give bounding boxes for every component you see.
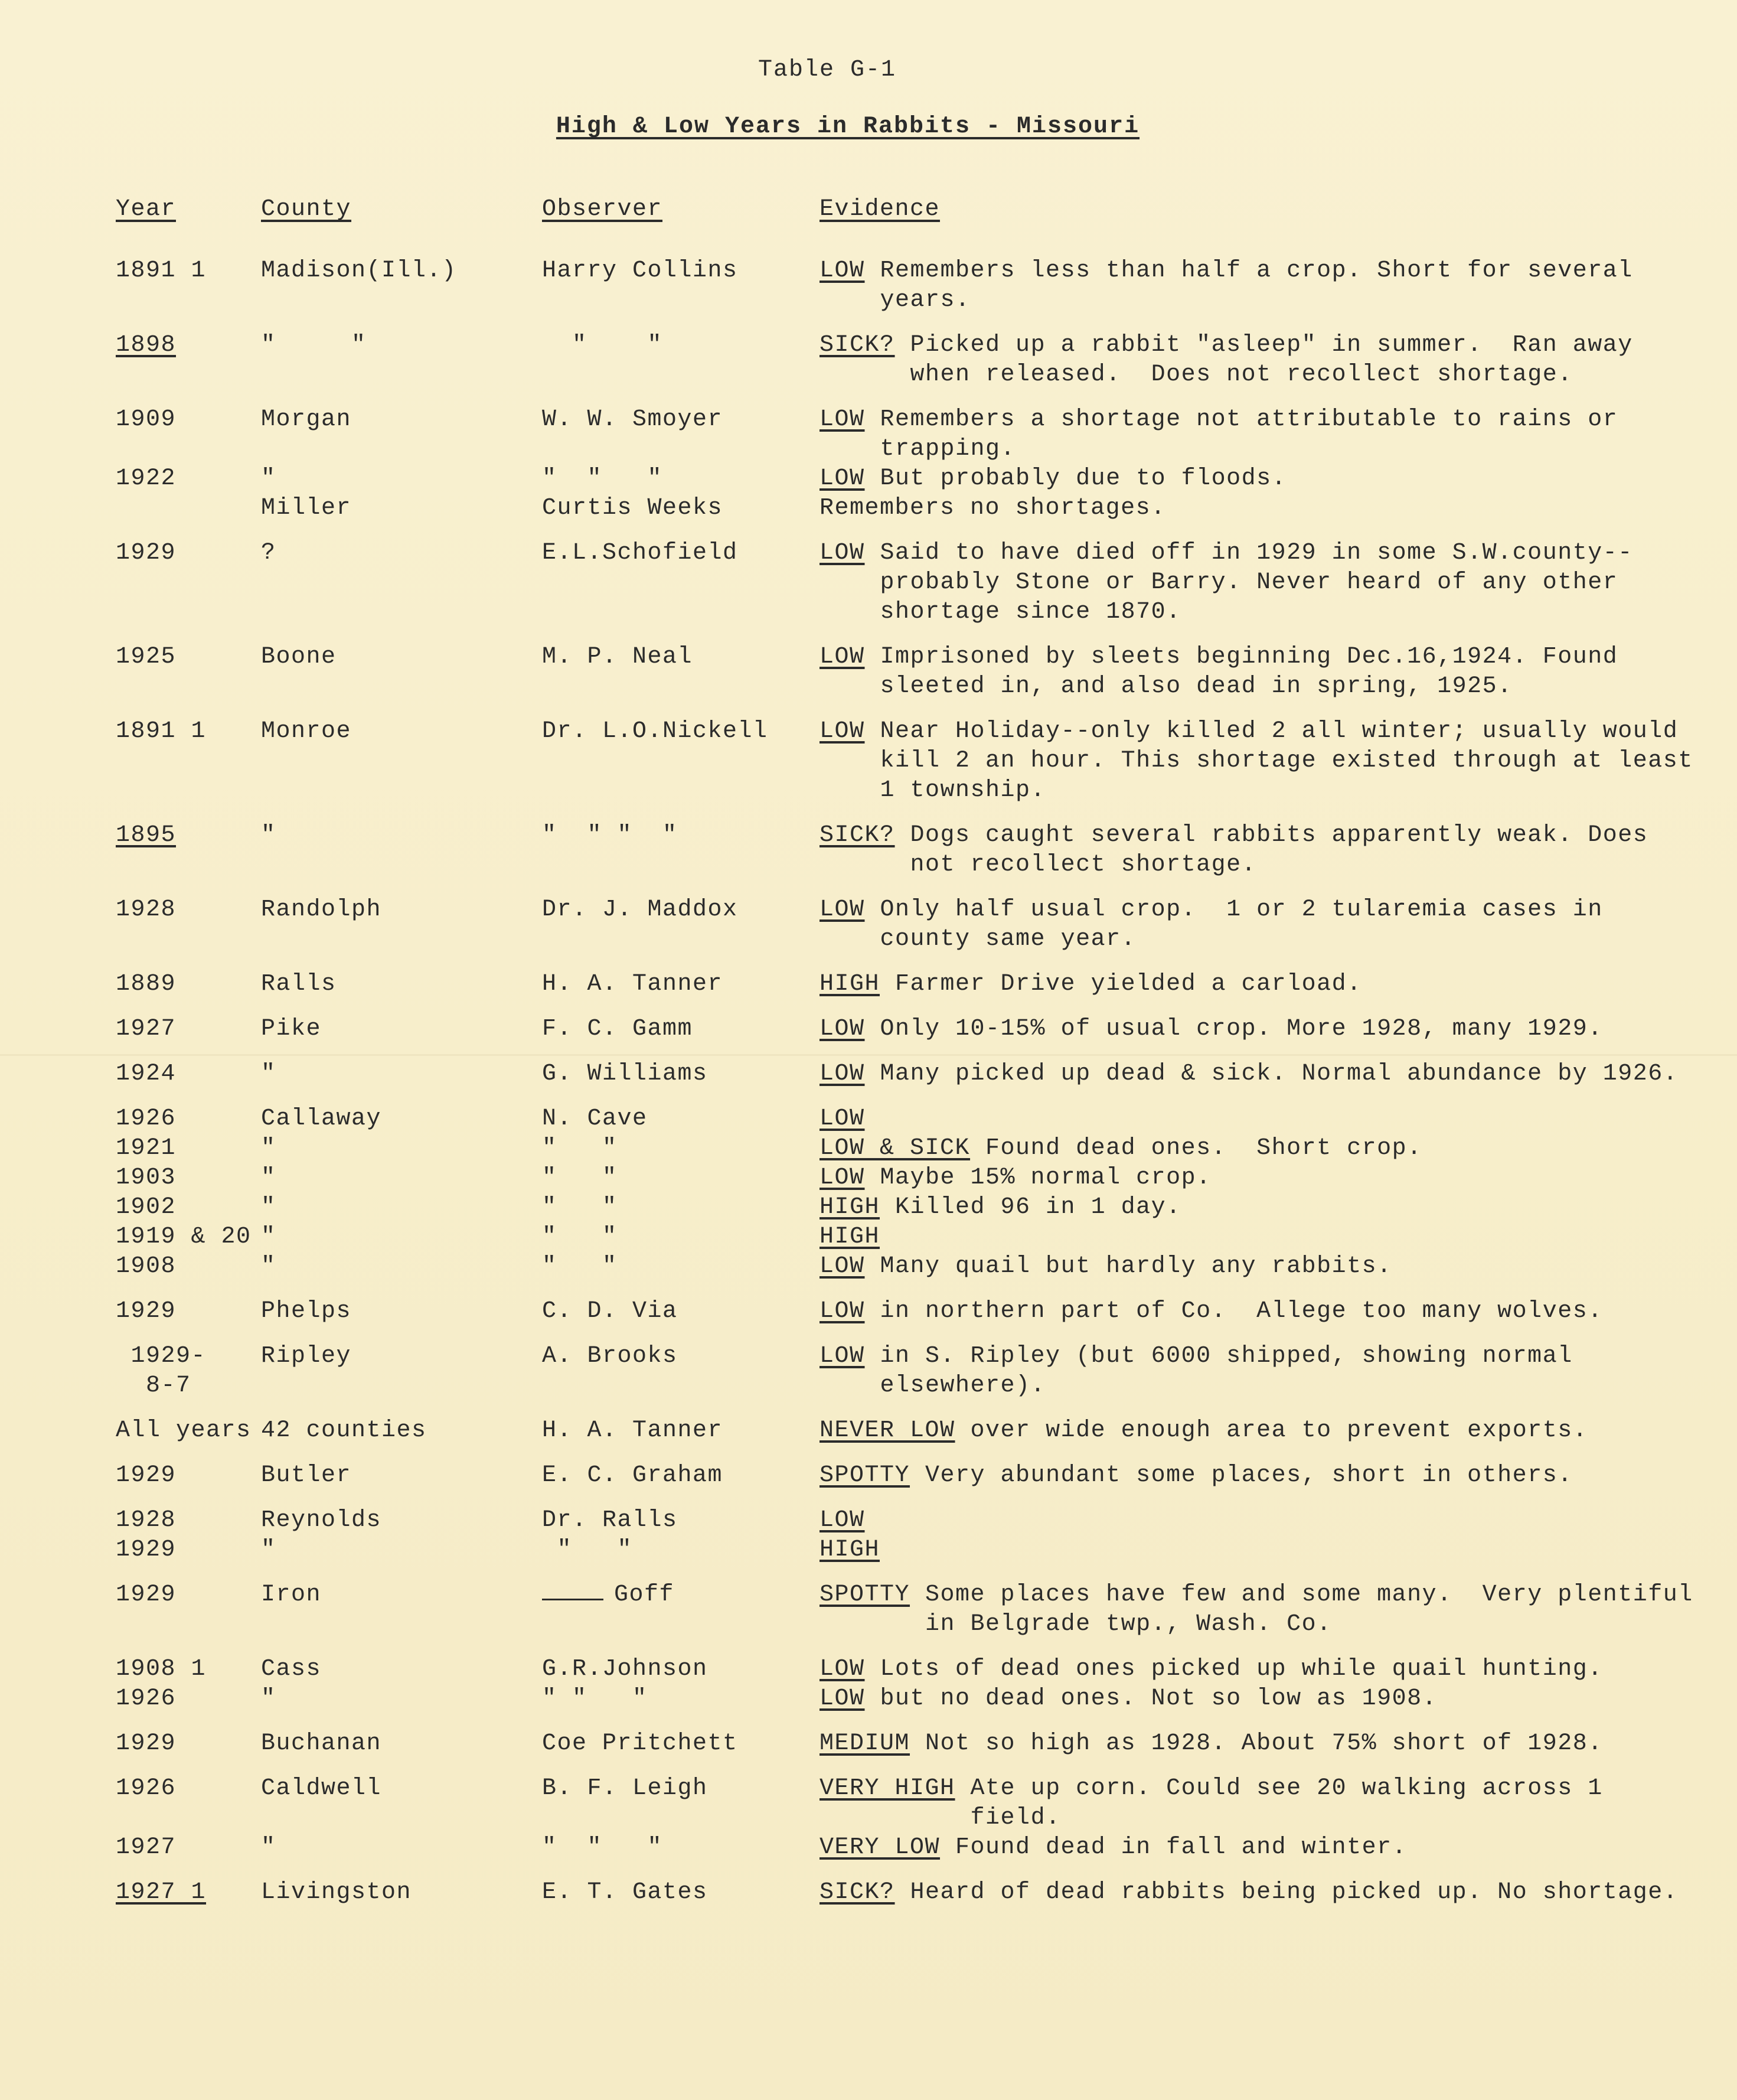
evidence-cell bbox=[819, 1535, 1704, 1565]
observer-name: W. W. Smoyer bbox=[542, 406, 723, 433]
evidence-text: Remembers less than half a crop. Short for several years. bbox=[880, 257, 1648, 314]
evidence-text: in northern part of Co. Allege too many wolves. bbox=[880, 1298, 1603, 1325]
table-row bbox=[116, 256, 1704, 315]
evidence-text: Found dead in fall and winter. bbox=[955, 1834, 1408, 1861]
observer-name: A. Brooks bbox=[542, 1343, 678, 1369]
year-cell: All years bbox=[116, 1417, 252, 1444]
evidence-text bbox=[880, 1104, 1704, 1134]
evidence-text: Some places have few and some many. Very plentiful in Belgrade twp., Wash. Co. bbox=[925, 1581, 1709, 1638]
evidence-tag: LOW bbox=[819, 1656, 865, 1682]
evidence-tag: HIGH bbox=[819, 1224, 880, 1250]
table-row bbox=[116, 1729, 1704, 1759]
evidence-text: But probably due to floods. bbox=[880, 465, 1287, 492]
year-cell: 1929 bbox=[116, 1462, 177, 1489]
observer-name: " " bbox=[542, 1194, 618, 1221]
observer-cell bbox=[542, 1655, 819, 1684]
evidence-cell bbox=[819, 643, 1704, 702]
observer-cell bbox=[542, 717, 819, 806]
table-label: Table G-1 bbox=[758, 57, 897, 83]
evidence-tag: LOW bbox=[819, 1253, 865, 1280]
year-cell: 1925 bbox=[116, 644, 177, 670]
observer-cell bbox=[542, 1833, 819, 1863]
observer-name: Dr. L.O.Nickell bbox=[542, 718, 768, 745]
table-title: High & Low Years in Rabbits - Missouri bbox=[556, 113, 1140, 140]
year-cell: 1891 1 bbox=[116, 718, 207, 745]
county-cell: Butler bbox=[261, 1462, 352, 1489]
county-cell: Monroe bbox=[261, 718, 352, 745]
table-row bbox=[116, 1193, 1704, 1222]
county-cell: Ralls bbox=[261, 971, 337, 997]
evidence-cell bbox=[819, 1833, 1704, 1863]
evidence-text: Farmer Drive yielded a carload. bbox=[895, 971, 1362, 997]
table-row bbox=[116, 821, 1704, 880]
year-cell: 1908 bbox=[116, 1253, 177, 1280]
evidence-tag: LOW bbox=[819, 1685, 865, 1712]
county-cell: Pike bbox=[261, 1016, 322, 1042]
observer-cell bbox=[542, 494, 819, 523]
observer-name: B. F. Leigh bbox=[542, 1775, 708, 1802]
table-row bbox=[116, 1774, 1704, 1833]
evidence-tag: LOW bbox=[819, 718, 865, 745]
evidence-cell bbox=[819, 331, 1704, 390]
evidence-cell bbox=[819, 1104, 1704, 1134]
evidence-text: Lots of dead ones picked up while quail hunting. bbox=[880, 1656, 1603, 1682]
county-cell: Buchanan bbox=[261, 1730, 382, 1757]
evidence-text: Said to have died off in 1929 in some S.W.county--probably Stone or Barry. Never heard of any other shortage since 1870. bbox=[880, 540, 1633, 625]
evidence-text: Killed 96 in 1 day. bbox=[895, 1194, 1181, 1221]
rabbit-years-table bbox=[116, 195, 1709, 1923]
evidence-text: Picked up a rabbit "asleep" in summer. Ran away when released. Does not recollect shortage. bbox=[910, 332, 1648, 388]
evidence-text: but no dead ones. Not so low as 1908. bbox=[880, 1685, 1438, 1712]
observer-cell bbox=[542, 464, 819, 494]
observer-name: " " " bbox=[542, 465, 663, 492]
evidence-tag: LOW bbox=[819, 1343, 865, 1369]
evidence-text: over wide enough area to prevent exports. bbox=[970, 1417, 1588, 1444]
evidence-text: Heard of dead rabbits being picked up. No shortage. bbox=[910, 1879, 1679, 1906]
county-cell: Randolph bbox=[261, 896, 382, 923]
observer-cell bbox=[542, 1878, 819, 1907]
evidence-tag: LOW bbox=[819, 540, 865, 566]
table-body bbox=[116, 256, 1709, 1907]
header-observer: Observer bbox=[542, 196, 663, 223]
observer-cell bbox=[542, 1015, 819, 1044]
observer-name: " " " " bbox=[542, 822, 678, 849]
evidence-tag: LOW bbox=[819, 1061, 865, 1087]
evidence-text: Many quail but hardly any rabbits. bbox=[880, 1253, 1392, 1280]
evidence-cell bbox=[819, 1059, 1704, 1089]
table-row bbox=[116, 1655, 1704, 1684]
evidence-text bbox=[895, 1222, 1704, 1252]
table-row bbox=[116, 494, 1704, 523]
table-row bbox=[116, 1252, 1704, 1281]
table-row bbox=[116, 1342, 1704, 1401]
observer-name: " " bbox=[542, 1165, 618, 1191]
evidence-tag: SICK? bbox=[819, 1879, 895, 1906]
evidence-cell bbox=[819, 464, 1704, 494]
county-cell: Ripley bbox=[261, 1343, 352, 1369]
observer-cell bbox=[542, 405, 819, 464]
observer-cell bbox=[542, 1134, 819, 1163]
observer-name: " " bbox=[542, 1253, 618, 1280]
year-cell: 1929 bbox=[116, 1537, 177, 1563]
county-cell: " bbox=[261, 465, 276, 492]
observer-name: G.R.Johnson bbox=[542, 1656, 708, 1682]
county-cell: " bbox=[261, 1834, 276, 1861]
evidence-tag: SPOTTY bbox=[819, 1462, 910, 1489]
table-row bbox=[116, 643, 1704, 702]
county-cell: " " bbox=[261, 332, 367, 358]
observer-name: M. P. Neal bbox=[542, 644, 693, 670]
evidence-text: Dogs caught several rabbits apparently weak. Does not recollect shortage. bbox=[910, 822, 1663, 878]
year-cell: 1928 bbox=[116, 1507, 177, 1534]
county-cell: Livingston bbox=[261, 1879, 412, 1906]
table-row bbox=[116, 1134, 1704, 1163]
year-cell: 1929 bbox=[116, 1298, 177, 1325]
observer-cell bbox=[542, 1222, 819, 1252]
year-cell: 1889 bbox=[116, 971, 177, 997]
table-row bbox=[116, 464, 1704, 494]
evidence-tag: SPOTTY bbox=[819, 1581, 910, 1608]
table-row bbox=[116, 1461, 1704, 1491]
header-year: Year bbox=[116, 196, 177, 223]
year-cell: 1919 & 20 bbox=[116, 1224, 252, 1250]
table-row bbox=[116, 539, 1704, 627]
county-cell: Callaway bbox=[261, 1106, 382, 1132]
evidence-cell bbox=[819, 1729, 1704, 1759]
year-cell: 1929- 8-7 bbox=[130, 1343, 207, 1399]
year-cell: 1929 bbox=[116, 1730, 177, 1757]
year-cell: 1902 bbox=[116, 1194, 177, 1221]
evidence-tag: LOW bbox=[819, 406, 865, 433]
observer-name: Dr. Ralls bbox=[542, 1507, 678, 1534]
evidence-tag: NEVER LOW bbox=[819, 1417, 955, 1444]
evidence-cell bbox=[819, 1015, 1704, 1044]
table-row bbox=[116, 1684, 1704, 1714]
evidence-tag: LOW bbox=[819, 644, 865, 670]
evidence-cell bbox=[819, 256, 1704, 315]
table-row bbox=[116, 717, 1709, 806]
evidence-cell bbox=[819, 1684, 1704, 1714]
evidence-tag: LOW bbox=[819, 465, 865, 492]
table-row bbox=[116, 1535, 1704, 1565]
evidence-cell bbox=[819, 821, 1704, 880]
evidence-tag: LOW bbox=[819, 1507, 865, 1534]
evidence-tag: SICK? bbox=[819, 332, 895, 358]
table-row bbox=[116, 1015, 1704, 1044]
year-cell: 1908 1 bbox=[116, 1656, 207, 1682]
observer-name: E. T. Gates bbox=[542, 1879, 708, 1906]
evidence-text: Many picked up dead & sick. Normal abundance by 1926. bbox=[880, 1061, 1679, 1087]
evidence-text: Found dead ones. Short crop. bbox=[985, 1135, 1422, 1162]
evidence-text: in S. Ripley (but 6000 shipped, showing normal elsewhere). bbox=[880, 1343, 1588, 1399]
year-cell: 1898 bbox=[116, 332, 177, 358]
county-cell: 42 counties bbox=[261, 1417, 427, 1444]
observer-name: Dr. J. Maddox bbox=[542, 896, 738, 923]
evidence-text bbox=[895, 1535, 1704, 1565]
evidence-cell bbox=[819, 1342, 1704, 1401]
observer-name: Curtis Weeks bbox=[542, 495, 723, 521]
observer-name: Goff bbox=[614, 1581, 675, 1608]
table-row bbox=[116, 895, 1704, 954]
evidence-text: Near Holiday--only killed 2 all winter; usually would kill 2 an hour. This shortage existed through at least 1 township. bbox=[880, 718, 1709, 804]
county-cell: Phelps bbox=[261, 1298, 352, 1325]
observer-name: H. A. Tanner bbox=[542, 971, 723, 997]
evidence-tag: LOW bbox=[819, 1298, 865, 1325]
table-header-row bbox=[116, 195, 1704, 224]
year-cell: 1927 bbox=[116, 1834, 177, 1861]
evidence-cell bbox=[819, 1416, 1704, 1446]
table-row bbox=[116, 1416, 1704, 1446]
year-cell bbox=[116, 494, 261, 523]
observer-name: N. Cave bbox=[542, 1106, 648, 1132]
table-row bbox=[116, 1297, 1704, 1326]
year-cell: 1921 bbox=[116, 1135, 177, 1162]
county-cell: " bbox=[261, 1135, 276, 1162]
evidence-cell bbox=[819, 1461, 1704, 1491]
county-cell: " bbox=[261, 1224, 276, 1250]
blank-line bbox=[542, 1599, 603, 1600]
evidence-cell bbox=[819, 717, 1709, 806]
observer-cell bbox=[542, 1193, 819, 1222]
county-cell: " bbox=[261, 822, 276, 849]
table-row bbox=[116, 970, 1704, 999]
evidence-cell bbox=[819, 1297, 1704, 1326]
year-cell: 1903 bbox=[116, 1165, 177, 1191]
observer-cell bbox=[542, 539, 819, 627]
year-cell: 1891 1 bbox=[116, 257, 207, 284]
observer-cell bbox=[542, 1059, 819, 1089]
evidence-text bbox=[880, 1506, 1704, 1535]
county-cell: " bbox=[261, 1253, 276, 1280]
county-cell: Boone bbox=[261, 644, 337, 670]
evidence-tag: LOW & SICK bbox=[819, 1135, 971, 1162]
evidence-tag: HIGH bbox=[819, 1194, 880, 1221]
year-cell: 1922 bbox=[116, 465, 177, 492]
observer-cell bbox=[542, 256, 819, 315]
evidence-cell bbox=[819, 970, 1704, 999]
evidence-text: Remembers no shortages. bbox=[819, 495, 1166, 521]
table-row bbox=[116, 1222, 1704, 1252]
year-cell: 1926 bbox=[116, 1106, 177, 1132]
county-cell: Morgan bbox=[261, 406, 352, 433]
table-row bbox=[116, 1833, 1704, 1863]
header-county: County bbox=[261, 196, 352, 223]
evidence-tag: VERY HIGH bbox=[819, 1775, 955, 1802]
observer-cell bbox=[542, 331, 819, 390]
evidence-tag: LOW bbox=[819, 1016, 865, 1042]
observer-cell bbox=[542, 1506, 819, 1535]
evidence-text: Only 10-15% of usual crop. More 1928, many 1929. bbox=[880, 1016, 1603, 1042]
county-cell: Reynolds bbox=[261, 1507, 382, 1534]
observer-cell bbox=[542, 1729, 819, 1759]
year-cell: 1928 bbox=[116, 896, 177, 923]
table-row bbox=[116, 1104, 1704, 1134]
county-cell: " bbox=[261, 1061, 276, 1087]
observer-cell bbox=[542, 1416, 819, 1446]
evidence-cell bbox=[819, 1222, 1704, 1252]
observer-name: " " " bbox=[542, 1685, 648, 1712]
evidence-cell bbox=[819, 1252, 1704, 1281]
county-cell: Madison(Ill.) bbox=[261, 257, 457, 284]
evidence-text: Imprisoned by sleets beginning Dec.16,1924. Found sleeted in, and also dead in spring, 1925. bbox=[880, 644, 1633, 700]
year-cell: 1924 bbox=[116, 1061, 177, 1087]
observer-name: E. C. Graham bbox=[542, 1462, 723, 1489]
table-row bbox=[116, 331, 1704, 390]
observer-name: " " bbox=[542, 1224, 618, 1250]
evidence-text: Ate up corn. Could see 20 walking across 1 field. bbox=[970, 1775, 1618, 1831]
table-row bbox=[116, 1878, 1704, 1907]
observer-cell bbox=[542, 1104, 819, 1134]
evidence-text: Not so high as 1928. About 75% short of 1928. bbox=[925, 1730, 1603, 1757]
county-cell: " bbox=[261, 1537, 276, 1563]
observer-cell bbox=[542, 1684, 819, 1714]
observer-cell bbox=[542, 1163, 819, 1193]
observer-name: " " bbox=[542, 1537, 633, 1563]
year-cell: 1926 bbox=[116, 1775, 177, 1802]
county-cell: " bbox=[261, 1194, 276, 1221]
year-cell: 1909 bbox=[116, 406, 177, 433]
observer-cell bbox=[542, 1252, 819, 1281]
observer-cell bbox=[542, 821, 819, 880]
county-cell: ? bbox=[261, 540, 276, 566]
year-cell: 1929 bbox=[116, 1581, 177, 1608]
county-cell: " bbox=[261, 1165, 276, 1191]
evidence-tag: LOW bbox=[819, 896, 865, 923]
county-cell: Caldwell bbox=[261, 1775, 382, 1802]
evidence-cell bbox=[819, 1506, 1704, 1535]
evidence-text: Maybe 15% normal crop. bbox=[880, 1165, 1212, 1191]
evidence-cell bbox=[819, 1193, 1704, 1222]
observer-name: H. A. Tanner bbox=[542, 1417, 723, 1444]
year-cell: 1929 bbox=[116, 540, 177, 566]
observer-cell bbox=[542, 1461, 819, 1491]
observer-cell bbox=[542, 970, 819, 999]
observer-name: F. C. Gamm bbox=[542, 1016, 693, 1042]
evidence-text: Very abundant some places, short in others. bbox=[925, 1462, 1573, 1489]
observer-name: E.L.Schofield bbox=[542, 540, 738, 566]
evidence-tag: VERY LOW bbox=[819, 1834, 941, 1861]
observer-name: Coe Pritchett bbox=[542, 1730, 738, 1757]
evidence-tag: LOW bbox=[819, 257, 865, 284]
table-row bbox=[116, 1580, 1709, 1639]
evidence-cell bbox=[819, 1878, 1704, 1907]
evidence-cell bbox=[819, 1163, 1704, 1193]
table-row bbox=[116, 1059, 1704, 1089]
evidence-tag: MEDIUM bbox=[819, 1730, 910, 1757]
evidence-cell bbox=[819, 405, 1704, 464]
observer-name: " " bbox=[542, 332, 663, 358]
evidence-tag: HIGH bbox=[819, 971, 880, 997]
observer-name: Harry Collins bbox=[542, 257, 738, 284]
observer-cell bbox=[542, 643, 819, 702]
year-cell: 1927 bbox=[116, 1016, 177, 1042]
evidence-cell bbox=[819, 1134, 1704, 1163]
evidence-tag: HIGH bbox=[819, 1537, 880, 1563]
year-cell: 1895 bbox=[116, 822, 177, 849]
header-evidence: Evidence bbox=[819, 196, 941, 223]
county-cell: Iron bbox=[261, 1581, 322, 1608]
observer-name: G. Williams bbox=[542, 1061, 708, 1087]
evidence-cell bbox=[819, 1580, 1709, 1639]
county-cell: " bbox=[261, 1685, 276, 1712]
evidence-cell bbox=[819, 895, 1704, 954]
observer-cell bbox=[542, 1297, 819, 1326]
evidence-cell bbox=[819, 539, 1704, 627]
observer-cell bbox=[542, 1535, 819, 1565]
observer-cell bbox=[542, 1342, 819, 1401]
observer-name: C. D. Via bbox=[542, 1298, 678, 1325]
evidence-text: Only half usual crop. 1 or 2 tularemia cases in county same year. bbox=[880, 896, 1618, 953]
observer-name: " " bbox=[542, 1135, 618, 1162]
evidence-tag: LOW bbox=[819, 1106, 865, 1132]
evidence-tag: LOW bbox=[819, 1165, 865, 1191]
evidence-text: Remembers a shortage not attributable to rains or trapping. bbox=[880, 406, 1633, 462]
evidence-cell bbox=[819, 494, 1704, 523]
evidence-cell bbox=[819, 1655, 1704, 1684]
table-row bbox=[116, 1163, 1704, 1193]
year-cell: 1927 1 bbox=[116, 1879, 207, 1906]
evidence-tag: SICK? bbox=[819, 822, 895, 849]
evidence-cell bbox=[819, 1774, 1704, 1833]
observer-name: " " " bbox=[542, 1834, 663, 1861]
county-cell: Miller bbox=[261, 495, 352, 521]
observer-cell bbox=[542, 1774, 819, 1833]
county-cell: Cass bbox=[261, 1656, 322, 1682]
table-row bbox=[116, 1506, 1704, 1535]
observer-cell bbox=[542, 895, 819, 954]
year-cell: 1926 bbox=[116, 1685, 177, 1712]
table-row bbox=[116, 405, 1704, 464]
observer-cell bbox=[542, 1580, 819, 1639]
